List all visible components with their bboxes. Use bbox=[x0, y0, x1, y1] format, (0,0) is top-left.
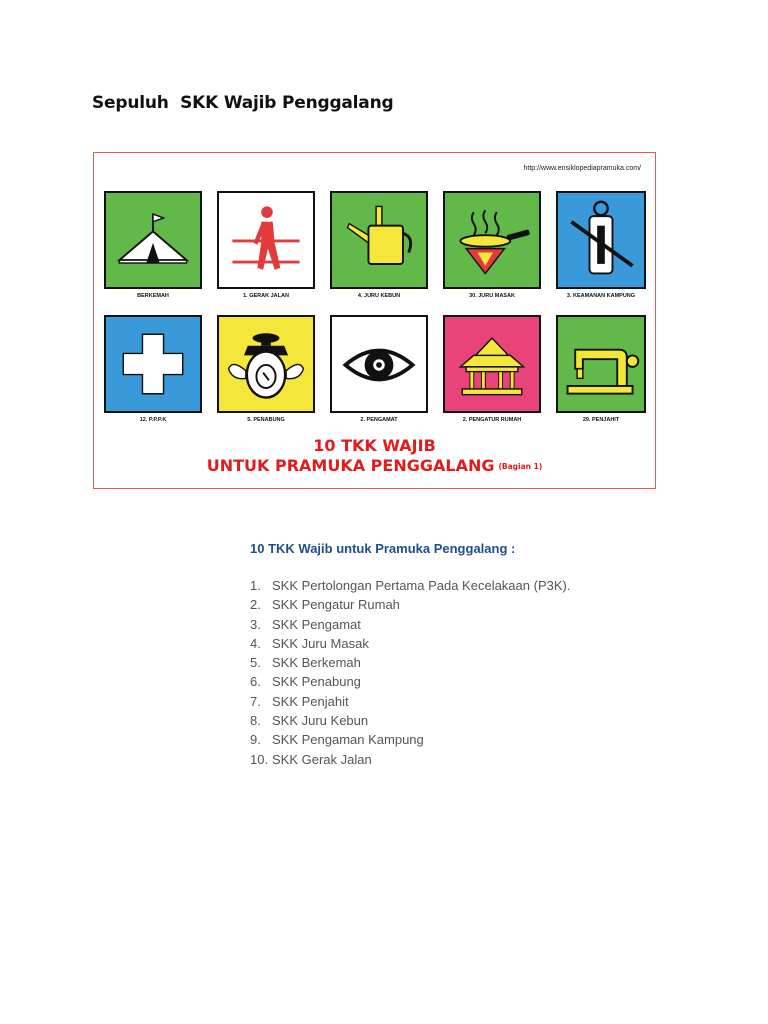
cooking-pan-icon bbox=[445, 193, 539, 287]
badge-tile bbox=[104, 191, 202, 289]
list-item bbox=[250, 711, 570, 730]
caption-note: (Bagian 1) bbox=[498, 462, 543, 471]
badge-label: 2. PENGAMAT bbox=[360, 417, 398, 423]
source-url: http://www.ensiklopediapramuka.com/ bbox=[523, 165, 641, 172]
badge-label: BERKEMAH bbox=[137, 293, 169, 299]
list-item bbox=[250, 615, 570, 634]
badge-label: 1. GERAK JALAN bbox=[243, 293, 289, 299]
badge-label: 29. PENJAHIT bbox=[582, 417, 620, 423]
list-item-text: SKK Juru Kebun bbox=[272, 713, 369, 729]
badge-label: 12. P.P.P.K bbox=[139, 417, 167, 423]
figure-caption-line2 bbox=[94, 456, 655, 475]
list-item-text: SKK Pengatur Rumah bbox=[272, 597, 400, 613]
list-item-number: 3. bbox=[250, 616, 261, 632]
list-item-number: 6. bbox=[250, 674, 261, 690]
list-item-text: SKK Pengamat bbox=[272, 616, 361, 632]
badge-tile bbox=[556, 315, 646, 413]
list-item-number: 5. bbox=[250, 655, 261, 671]
list-item bbox=[250, 750, 570, 769]
badge-label: 4. JURU KEBUN bbox=[357, 293, 401, 299]
badge-label: 5. PENABUNG bbox=[247, 417, 285, 423]
list-item-text: SKK Penabung bbox=[272, 674, 361, 690]
badge-gerak-jalan bbox=[217, 191, 315, 299]
badge-tile bbox=[217, 191, 315, 289]
badge-tile bbox=[443, 315, 541, 413]
badge-label: 3. KEAMANAN KAMPUNG bbox=[566, 293, 636, 299]
badge-label: 2. PENGATUR RUMAH bbox=[462, 417, 522, 423]
list-item-text: SKK Berkemah bbox=[272, 655, 361, 671]
list-item-number: 10. bbox=[250, 751, 269, 767]
list-item-number: 9. bbox=[250, 732, 261, 748]
badges-figure bbox=[93, 152, 656, 489]
badge-tile bbox=[443, 191, 541, 289]
list-item-text: SKK Juru Masak bbox=[272, 635, 369, 651]
badge-tile bbox=[217, 315, 315, 413]
piggy-bank-icon bbox=[219, 317, 313, 411]
tent-icon bbox=[106, 193, 200, 287]
badge-tile bbox=[556, 191, 646, 289]
list-item bbox=[250, 634, 570, 653]
eye-icon bbox=[332, 317, 426, 411]
list-item bbox=[250, 730, 570, 749]
badge-penjahit bbox=[556, 315, 646, 423]
figure-caption-line1: 10 TKK WAJIB bbox=[313, 436, 436, 455]
kentongan-icon bbox=[558, 193, 644, 287]
badge-juru-masak bbox=[443, 191, 541, 299]
badge-pengamat bbox=[330, 315, 428, 423]
badge-pengatur-rumah bbox=[443, 315, 541, 423]
list-heading: 10 TKK Wajib untuk Pramuka Penggalang : bbox=[250, 541, 516, 556]
list-item bbox=[250, 672, 570, 691]
badge-label: 30. JURU MASAK bbox=[469, 293, 515, 299]
list-item bbox=[250, 692, 570, 711]
badge-keamanan-kampung bbox=[556, 191, 646, 299]
list-item bbox=[250, 653, 570, 672]
badge-tile bbox=[330, 315, 428, 413]
walking-person-icon bbox=[219, 193, 313, 287]
badge-berkemah bbox=[104, 191, 202, 299]
badge-juru-kebun bbox=[330, 191, 428, 299]
skk-list bbox=[250, 576, 570, 769]
watering-can-icon bbox=[332, 193, 426, 287]
list-item bbox=[250, 595, 570, 614]
badge-tile bbox=[330, 191, 428, 289]
list-item bbox=[250, 576, 570, 595]
caption-text: UNTUK PRAMUKA PENGGALANG bbox=[206, 456, 495, 475]
list-item-number: 7. bbox=[250, 693, 261, 709]
first-aid-cross-icon bbox=[106, 317, 200, 411]
list-item-text: SKK Penjahit bbox=[272, 693, 349, 709]
page-title: Sepuluh SKK Wajib Penggalang bbox=[92, 93, 394, 113]
list-item-number: 2. bbox=[250, 597, 261, 613]
badge-pppk bbox=[104, 315, 202, 423]
badge-tile bbox=[104, 315, 202, 413]
house-icon bbox=[445, 317, 539, 411]
badge-penabung bbox=[217, 315, 315, 423]
list-item-number: 1. bbox=[250, 578, 261, 593]
list-item-text: SKK Gerak Jalan bbox=[272, 751, 372, 767]
list-item-number: 8. bbox=[250, 713, 261, 729]
list-item-text: SKK Pengaman Kampung bbox=[272, 732, 424, 748]
list-item-text: SKK Pertolongan Pertama Pada Kecelakaan (P3K). bbox=[272, 578, 571, 593]
list-item-number: 4. bbox=[250, 635, 261, 651]
sewing-machine-icon bbox=[558, 317, 644, 411]
